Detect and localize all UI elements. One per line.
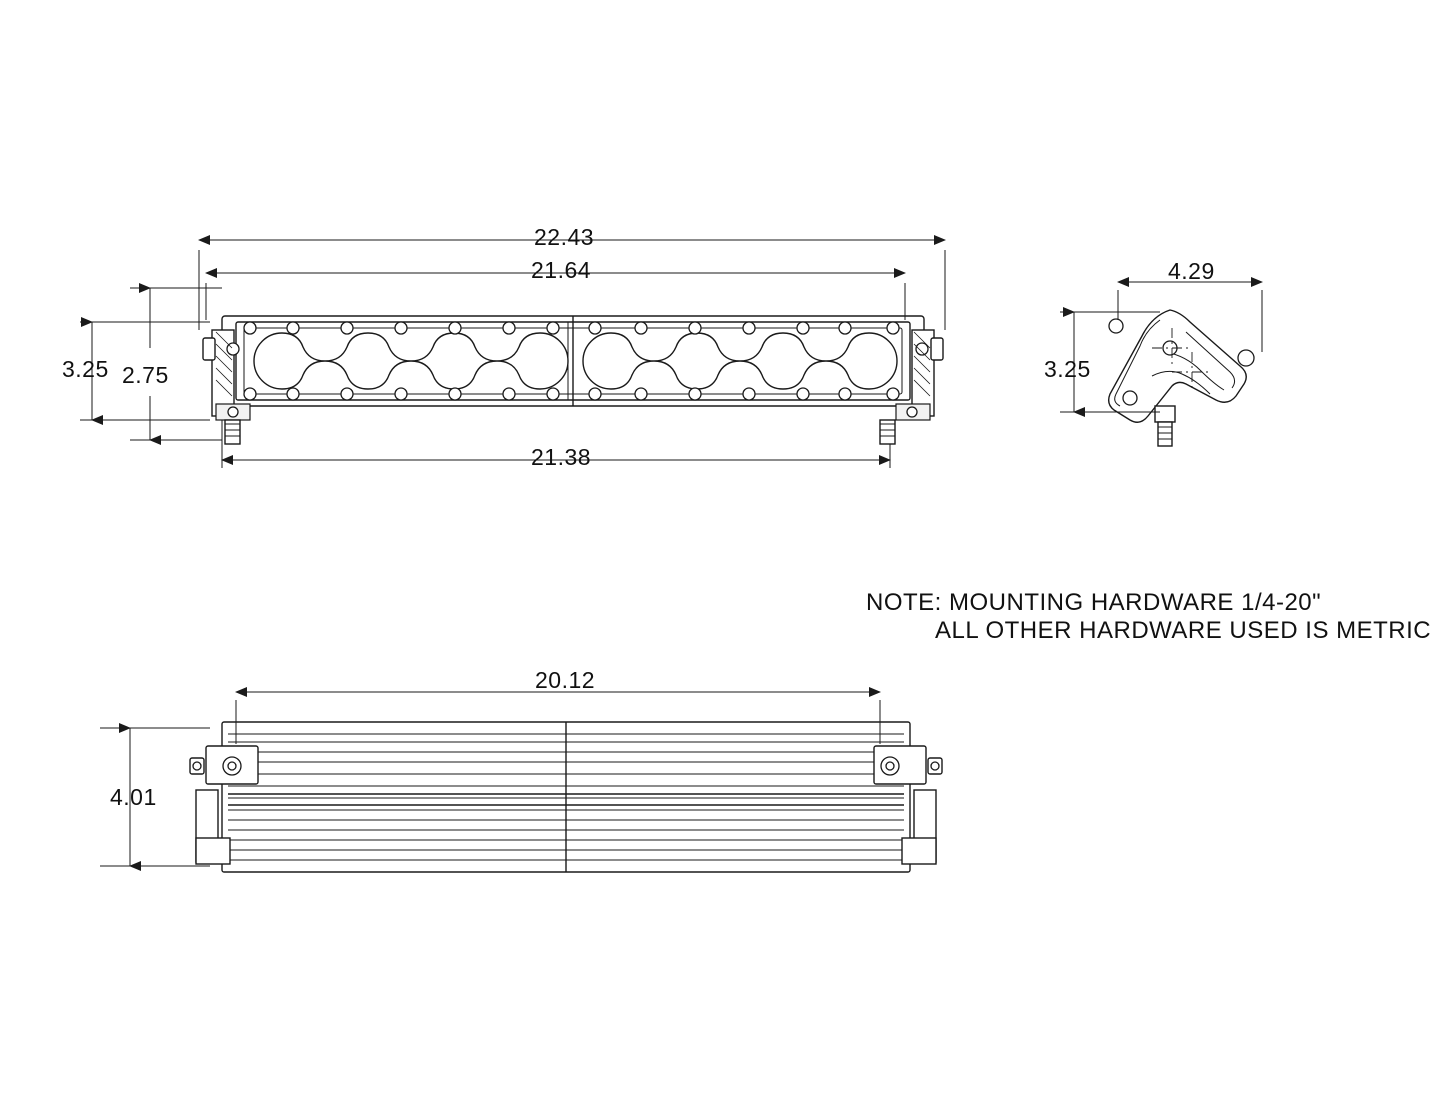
note-line-1: NOTE: MOUNTING HARDWARE 1/4-20" <box>866 589 1322 616</box>
dim-overall-width: 22.43 <box>534 224 595 250</box>
note-line-2: ALL OTHER HARDWARE USED IS METRIC <box>935 617 1432 644</box>
dim-housing-height: 2.75 <box>122 362 169 388</box>
dim-top-depth: 4.01 <box>110 784 157 810</box>
dim-top-length: 20.12 <box>535 667 596 693</box>
dim-housing-width: 21.64 <box>531 257 592 283</box>
side-view-geometry <box>1109 310 1254 446</box>
front-view-geometry <box>203 316 943 444</box>
dim-mount-hole-spacing: 21.38 <box>531 444 592 470</box>
dim-side-height: 3.25 <box>1044 356 1091 382</box>
dim-overall-height: 3.25 <box>62 356 109 382</box>
dim-side-depth: 4.29 <box>1168 258 1215 284</box>
top-view-geometry <box>190 722 942 872</box>
